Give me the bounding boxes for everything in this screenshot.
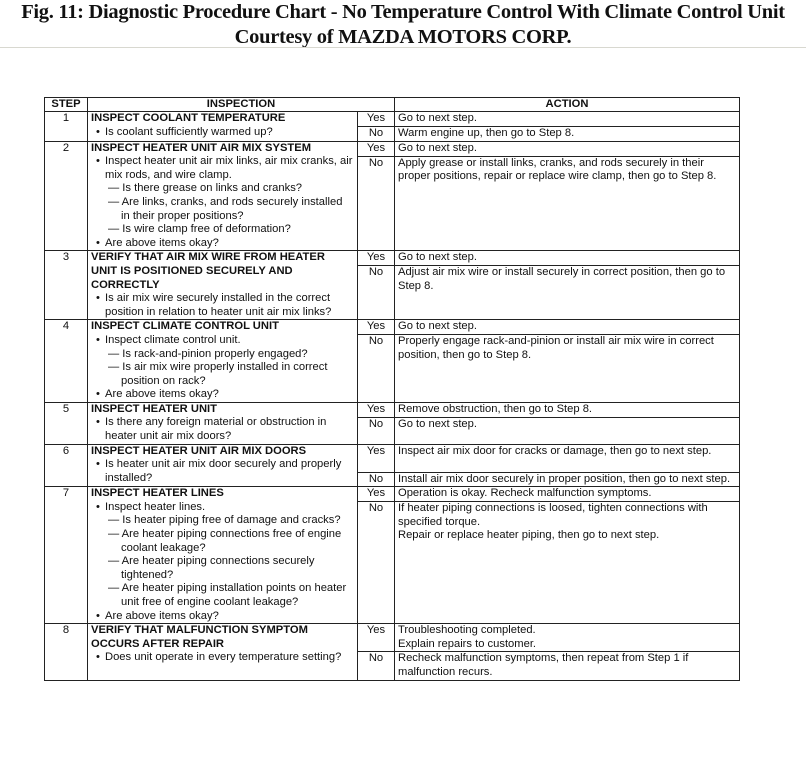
inspection-subquestion: — Are links, cranks, and rods securely installed in their proper positions? — [108, 195, 343, 222]
table-row — [45, 402, 740, 417]
inspection-title: VERIFY THAT MALFUNCTION SYMPTOM OCCURS AFTER REPAIR — [91, 624, 308, 650]
inspection-bullet: • Is heater unit air mix door securely and properly installed? — [91, 458, 354, 485]
no-action — [395, 156, 740, 251]
inspection-title: INSPECT HEATER LINES — [91, 487, 224, 500]
yes-label: Yes — [358, 444, 395, 472]
inspection-cell — [88, 444, 358, 487]
step-number: 6 — [45, 444, 88, 487]
yes-action — [395, 251, 740, 266]
action-text: Adjust air mix wire or install securely in correct position, then go to Step 8. — [398, 266, 726, 292]
step-number: 4 — [45, 320, 88, 403]
action-text: Operation is okay. Recheck malfunction symptoms. — [398, 487, 652, 500]
inspection-bullet: • Inspect heater lines. — [91, 501, 354, 515]
no-action — [395, 502, 740, 624]
no-label: No — [358, 502, 395, 624]
table-row — [45, 112, 740, 127]
action-text: Go to next step. — [398, 141, 477, 154]
action-text: Remove obstruction, then go to Step 8. — [398, 402, 593, 415]
title-divider — [0, 47, 806, 48]
header-step: STEP — [45, 98, 88, 112]
yes-action — [395, 624, 740, 652]
table-row — [45, 251, 740, 266]
figure-title-line-1: Fig. 11: Diagnostic Procedure Chart - No Temperature Control With Climate Control Unit — [21, 1, 785, 23]
inspection-bullet: • Are above items okay? — [91, 388, 354, 402]
no-label: No — [358, 127, 395, 142]
action-text: Troubleshooting completed. — [398, 624, 536, 637]
action-text: Go to next step. — [398, 417, 477, 430]
no-action — [395, 335, 740, 403]
yes-label: Yes — [358, 402, 395, 417]
yes-action — [395, 112, 740, 127]
table-row — [45, 320, 740, 335]
step-number: 3 — [45, 251, 88, 320]
no-action — [395, 472, 740, 487]
step-number: 8 — [45, 624, 88, 680]
action-text: Go to next step. — [398, 320, 477, 333]
inspection-subquestion: — Is wire clamp free of deformation? — [108, 223, 291, 236]
table-row — [45, 444, 740, 472]
inspection-bullet: • Are above items okay? — [91, 610, 354, 624]
action-text: Recheck malfunction symptoms, then repeat from Step 1 if malfunction recurs. — [398, 652, 689, 678]
inspection-bullet: • Does unit operate in every temperature setting? — [91, 651, 354, 665]
action-text: Inspect air mix door for cracks or damage, then go to next step. — [398, 444, 712, 457]
header-inspection: INSPECTION — [88, 98, 395, 112]
inspection-bullet: • Is there any foreign material or obstruction in heater unit air mix doors? — [91, 416, 354, 443]
yes-action — [395, 320, 740, 335]
action-text: If heater piping connections is loosed, tighten connections with specified torque. — [398, 502, 708, 528]
yes-label: Yes — [358, 487, 395, 502]
step-number: 2 — [45, 141, 88, 251]
inspection-cell — [88, 487, 358, 624]
inspection-title: VERIFY THAT AIR MIX WIRE FROM HEATER UNIT IS POSITIONED SECURELY AND CORRECTLY — [91, 251, 325, 291]
action-text: Explain repairs to customer. — [398, 637, 537, 650]
yes-action — [395, 444, 740, 472]
inspection-title: INSPECT HEATER UNIT — [91, 402, 217, 415]
figure-courtesy-line: Courtesy of MAZDA MOTORS CORP. — [234, 26, 572, 48]
inspection-subquestion: — Is air mix wire properly installed in correct position on rack? — [108, 361, 328, 387]
inspection-title: INSPECT HEATER UNIT AIR MIX SYSTEM — [91, 141, 312, 154]
yes-label: Yes — [358, 320, 395, 335]
no-label: No — [358, 156, 395, 251]
yes-action — [395, 141, 740, 156]
action-text: Repair or replace heater piping, then go to next step. — [398, 529, 660, 542]
action-text: Apply grease or install links, cranks, and rods securely in their proper positions, repair or replace wire clamp, then go to Step 8. — [398, 156, 717, 183]
inspection-cell — [88, 141, 358, 251]
inspection-subquestion: — Is there grease on links and cranks? — [108, 182, 303, 195]
inspection-title: INSPECT COOLANT TEMPERATURE — [91, 112, 286, 124]
inspection-cell — [88, 112, 358, 142]
table-row — [45, 624, 740, 652]
inspection-bullet: • Are above items okay? — [91, 237, 354, 251]
no-label: No — [358, 652, 395, 680]
inspection-subquestion: — Are heater piping connections free of engine coolant leakage? — [108, 528, 342, 554]
inspection-bullet: • Inspect climate control unit. — [91, 334, 354, 348]
no-action — [395, 417, 740, 444]
yes-action — [395, 402, 740, 417]
inspection-cell — [88, 624, 358, 680]
inspection-bullet: • Is coolant sufficiently warmed up? — [91, 126, 354, 140]
action-text: Install air mix door securely in proper position, then go to next step. — [398, 472, 731, 485]
yes-action — [395, 487, 740, 502]
figure-title — [0, 0, 806, 50]
yes-label: Yes — [358, 624, 395, 652]
yes-label: Yes — [358, 251, 395, 266]
action-text: Go to next step. — [398, 112, 477, 124]
yes-label: Yes — [358, 141, 395, 156]
inspection-bullet: • Inspect heater unit air mix links, air mix cranks, air mix rods, and wire clamp. — [91, 155, 354, 182]
no-label: No — [358, 335, 395, 403]
no-label: No — [358, 417, 395, 444]
no-label: No — [358, 266, 395, 320]
table-row — [45, 487, 740, 502]
inspection-subquestion: — Is rack-and-pinion properly engaged? — [108, 347, 308, 360]
table-header-row — [45, 98, 740, 112]
action-text: Properly engage rack-and-pinion or install air mix wire in correct position, then go to Step 8. — [398, 335, 714, 361]
yes-label: Yes — [358, 112, 395, 127]
inspection-cell — [88, 251, 358, 320]
inspection-title: INSPECT HEATER UNIT AIR MIX DOORS — [91, 444, 307, 457]
inspection-cell — [88, 402, 358, 444]
diagnostic-procedure-table — [44, 97, 740, 681]
inspection-cell — [88, 320, 358, 403]
inspection-subquestion: — Are heater piping connections securely tightened? — [108, 555, 315, 581]
action-text: Warm engine up, then go to Step 8. — [398, 127, 575, 139]
no-label: No — [358, 472, 395, 487]
no-action — [395, 266, 740, 320]
step-number: 1 — [45, 112, 88, 142]
inspection-subquestion: — Are heater piping installation points on heater unit free of engine coolant leakage? — [108, 582, 347, 608]
step-number: 7 — [45, 487, 88, 624]
action-text: Go to next step. — [398, 251, 477, 264]
header-action: ACTION — [395, 98, 740, 112]
no-action — [395, 652, 740, 680]
inspection-subquestion: — Is heater piping free of damage and cracks? — [108, 514, 341, 527]
inspection-title: INSPECT CLIMATE CONTROL UNIT — [91, 320, 279, 333]
inspection-bullet: • Is air mix wire securely installed in the correct position in relation to heater unit air mix links? — [91, 292, 354, 319]
table-row — [45, 141, 740, 156]
no-action — [395, 127, 740, 142]
step-number: 5 — [45, 402, 88, 444]
table-body — [45, 112, 740, 681]
